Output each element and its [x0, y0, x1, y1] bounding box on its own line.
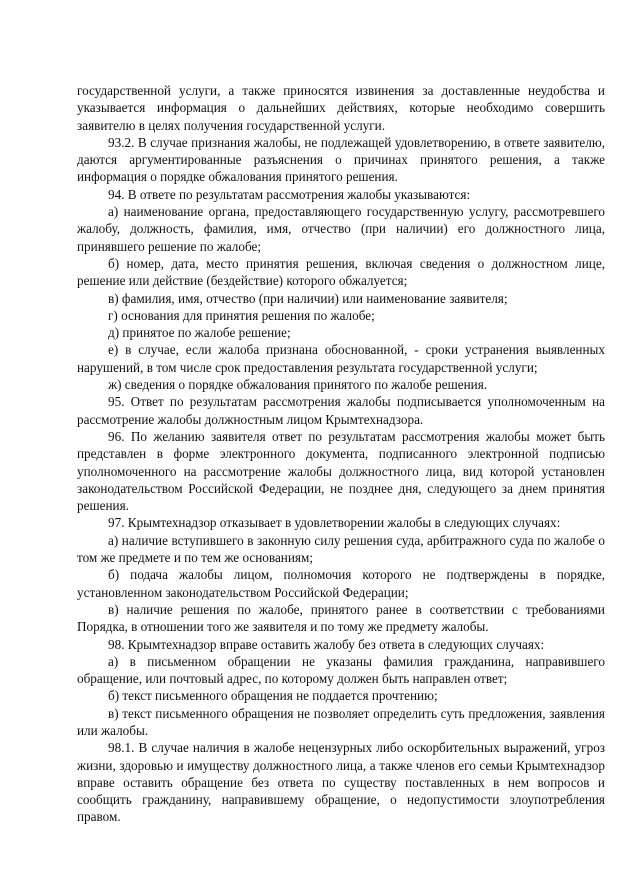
paragraph-98: 98. Крымтехнадзор вправе оставить жалобу без ответа в следующих случаях:	[108, 636, 545, 652]
list-item-98-b: б) текст письменного обращения не поддается прочтению;	[108, 688, 438, 704]
paragraph-97: 97. Крымтехнадзор отказывает в удовлетворении жалобы в следующих случаях:	[108, 515, 561, 531]
list-item-97-v: в) наличие решения по жалобе, принятого ранее в соответствии с требованиями Порядка, в отношении того же заявителя и по тому же предмету жалобы.	[77, 601, 605, 635]
list-item-94-a: а) наименование органа, предоставляющего государственную услугу, рассмотревшего жалобу, должность, фамилия, имя, отчество (при наличии) его должностного лица, принявшего решение по жалобе;	[77, 204, 605, 254]
list-item-97-b: б) подача жалобы лицом, полномочия которого не подтверждены в порядке, установленном законодательством Российской Федерации;	[77, 567, 605, 600]
paragraph-98-1: 98.1. В случае наличия в жалобе нецензурных либо оскорбительных выражений, угроз жизни, здоровью и имуществу должностного лица, а также членов его семьи Крымтехнадзор вправе оставить обращение без ответа по существу поставленных в нем вопросов и сообщить гражданину, направившему обращение, о недопустимости злоупотребления правом.	[77, 740, 605, 825]
list-item-94-b: б) номер, дата, место принятия решения, включая сведения о должностном лице, решение или действие (бездействие) которого обжалуется;	[77, 255, 605, 289]
list-item-97-a: а) наличие вступившего в законную силу решения суда, арбитражного суда по жалобе о том же предмете и по тем же основаниям;	[77, 532, 605, 566]
list-item-98-a: а) в письменном обращении не указаны фамилия гражданина, направившего обращение, или почтовый адрес, по которому должен быть направлен ответ;	[77, 653, 605, 687]
list-item-94-zh: ж) сведения о порядке обжалования принятого по жалобе решения.	[108, 377, 488, 393]
paragraph-93-2: 93.2. В случае признания жалобы, не подлежащей удовлетворению, в ответе заявителю, даются аргументированные разъяснения о причинах принятого решения, а также информация о порядке обжалования принятого решения.	[77, 134, 605, 185]
paragraph-94: 94. В ответе по результатам рассмотрения жалобы указываются:	[108, 186, 471, 202]
list-item-94-v: в) фамилия, имя, отчество (при наличии) или наименование заявителя;	[108, 290, 508, 306]
paragraph-96: 96. По желанию заявителя ответ по результатам рассмотрения жалобы может быть представлен в форме электронного документа, подписанного электронной подписью уполномоченного на рассмотрение жалобы должностного лица, вид которой установлен законодательством Российской Федерации, не позднее дня, следующего за днем принятия решения.	[77, 428, 605, 514]
paragraph-continuation: государственной услуги, а также приносятся извинения за доставленные неудобства и указывается информация о дальнейших действиях, которые необходимо совершить заявителю в целях получения государственной услуги.	[77, 83, 605, 133]
list-item-94-g: г) основания для принятия решения по жалобе;	[108, 307, 375, 323]
list-item-98-v: в) текст письменного обращения не позволяет определить суть предложения, заявления или жалобы.	[77, 705, 605, 738]
paragraph-95: 95. Ответ по результатам рассмотрения жалобы подписывается уполномоченным на рассмотрение жалобы должностным лицом Крымтехнадзора.	[77, 394, 605, 427]
list-item-94-d: д) принятое по жалобе решение;	[108, 325, 291, 341]
list-item-94-e: е) в случае, если жалоба признана обоснованной, - сроки устранения выявленных нарушений, в том числе срок предоставления результата государственной услуги;	[77, 342, 605, 375]
document-page	[77, 82, 605, 826]
